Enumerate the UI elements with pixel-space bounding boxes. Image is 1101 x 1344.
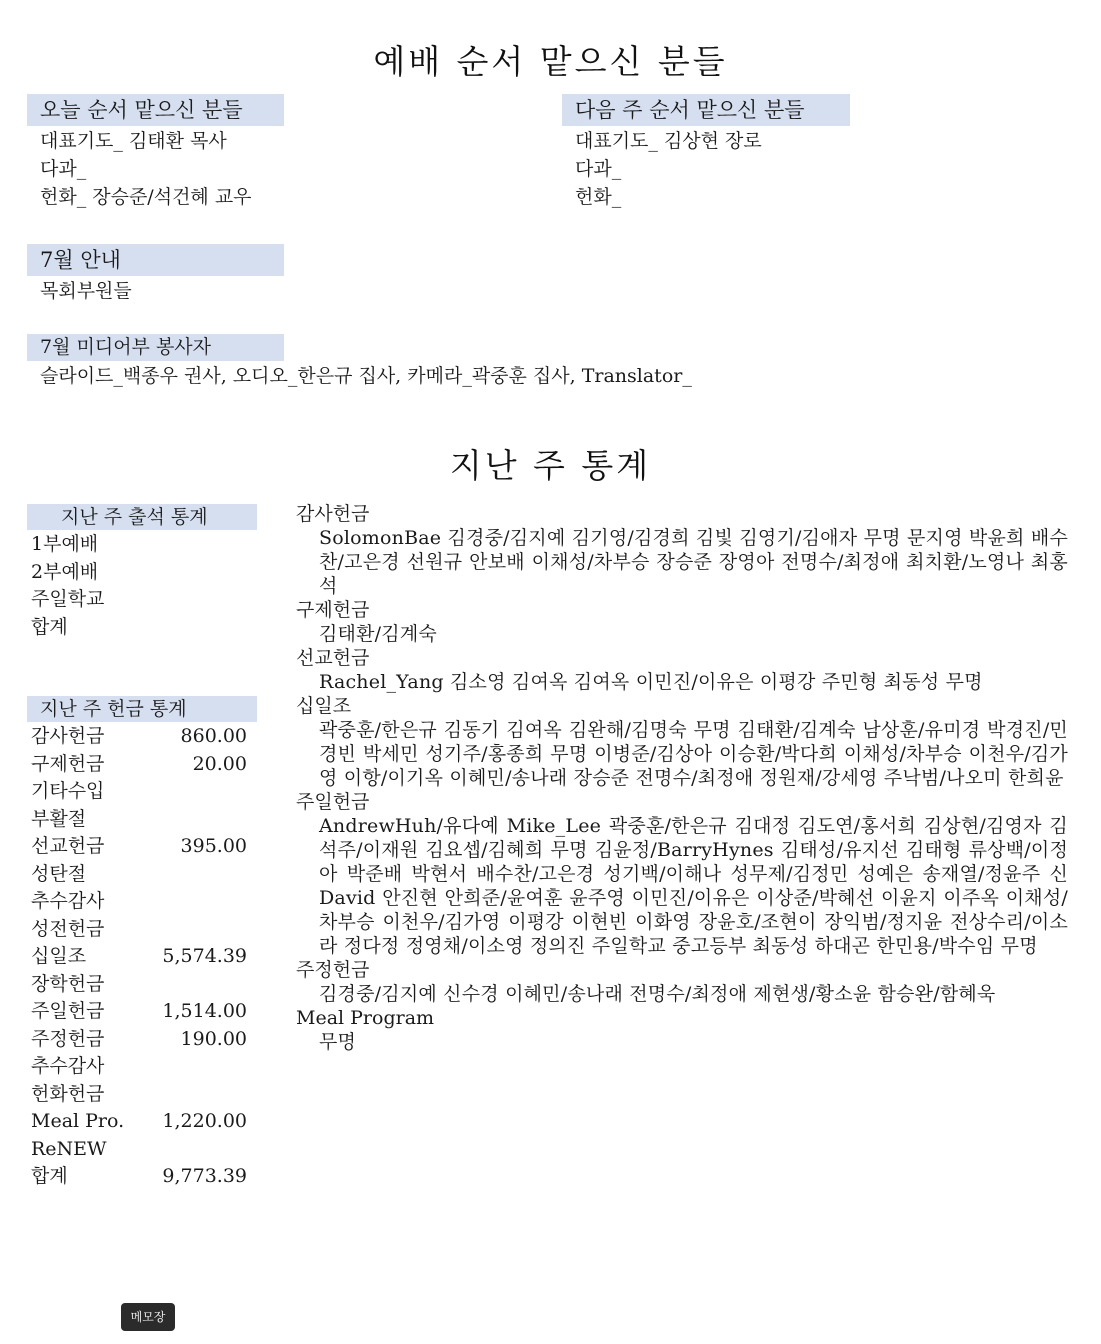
offering-amount: 190.00 bbox=[180, 1027, 247, 1050]
offering-donor-list: 김경중/김지예 신수경 이혜민/송나래 전명수/최정애 제현생/황소윤 함승완/함혜욱 bbox=[319, 983, 996, 1005]
offering-row bbox=[31, 916, 247, 944]
offering-row bbox=[31, 888, 247, 916]
offering-row bbox=[31, 1108, 247, 1136]
attendance-table bbox=[31, 531, 247, 641]
offering-label: 성탄절 bbox=[31, 862, 87, 885]
offering-label: 성전헌금 bbox=[31, 917, 105, 940]
offering-category-name: 감사헌금 bbox=[296, 503, 370, 525]
offering-label: 추수감사 bbox=[31, 890, 105, 912]
offering-donor-list: Rachel_Yang 김소영 김여옥 김여옥 이민진/이유은 이평강 주민형 최동성 무명 bbox=[319, 671, 983, 693]
offering-row bbox=[31, 723, 247, 751]
offering-stats-table bbox=[31, 723, 247, 1191]
offering-label: 부활절 bbox=[31, 807, 87, 830]
next-week-role-flowers: 헌화_ bbox=[575, 186, 622, 208]
offering-row bbox=[31, 806, 247, 834]
attendance-row bbox=[31, 531, 247, 559]
next-week-roles-list bbox=[575, 127, 762, 211]
memo-button[interactable]: 메모장 bbox=[121, 1303, 175, 1331]
offering-category-name: 주정헌금 bbox=[296, 959, 370, 981]
attendance-label: 주일학교 bbox=[31, 588, 105, 610]
section-title-last-week-stats: 지난 주 통계 bbox=[449, 446, 652, 485]
offering-row bbox=[31, 998, 247, 1026]
offering-label: 주일헌금 bbox=[31, 1000, 105, 1022]
offering-row bbox=[31, 1136, 247, 1164]
offering-row bbox=[31, 861, 247, 889]
offering-label: Meal Pro. bbox=[31, 1110, 125, 1132]
next-week-roles-header: 다음 주 순서 맡으신 분들 bbox=[562, 94, 850, 126]
today-role-flowers: 헌화_ 장승준/석건혜 교우 bbox=[40, 186, 252, 208]
next-week-role-refreshments: 다과_ bbox=[575, 158, 622, 180]
attendance-row bbox=[31, 614, 247, 642]
offering-donor-lists bbox=[296, 502, 1068, 1054]
offering-row bbox=[31, 943, 247, 971]
offering-amount: 860.00 bbox=[180, 725, 247, 747]
offering-label: 감사헌금 bbox=[31, 725, 105, 747]
offering-label: 주정헌금 bbox=[31, 1027, 105, 1050]
attendance-label: 2부예배 bbox=[31, 560, 99, 583]
offering-stats-header: 지난 주 헌금 통계 bbox=[27, 696, 257, 722]
attendance-row bbox=[31, 559, 247, 587]
offering-category-name: 주일헌금 bbox=[296, 791, 370, 813]
offering-label: 헌화헌금 bbox=[31, 1082, 105, 1105]
offering-row bbox=[31, 1053, 247, 1081]
offering-label: ReNEW bbox=[31, 1137, 107, 1160]
offering-row bbox=[31, 1163, 247, 1191]
section-title-service-roles: 예배 순서 맡으신 분들 bbox=[373, 42, 728, 81]
offering-amount: 20.00 bbox=[192, 752, 247, 775]
offering-label: 합계 bbox=[31, 1165, 68, 1187]
offering-row bbox=[31, 778, 247, 806]
offering-amount: 1,220.00 bbox=[162, 1110, 247, 1132]
offering-row bbox=[31, 751, 247, 779]
offering-row bbox=[31, 971, 247, 999]
offering-amount: 9,773.39 bbox=[162, 1165, 247, 1187]
next-week-role-prayer: 대표기도_ 김상현 장로 bbox=[575, 130, 762, 152]
offering-donor-list: AndrewHuh/유다예 Mike_Lee 곽중훈/한은규 김대정 김도연/홍서희 김상현/김영자 김석주/이재원 김요셉/김혜희 무명 김윤정/BarryHynes 김태성/유지선 김태형 류상백/이정아 박준배 박현서 배수찬/고은경 성기백/이해나 성무제/김정민 성예은 송재열/정윤주 신David 안진현 안희준/윤여훈 윤주영 이민진/이유은 이상준/박혜선 이윤지 이주옥 이채성/차부승 이천우/김가영 이평강 이현빈 이화영 장윤호/조현이 장익범/정지윤 전상수리/이소라 정다정 정영채/이소영 정의진 주일학교 중고등부 최동성 하대곤 한민용/박수임 무명 bbox=[319, 815, 1068, 957]
attendance-label: 합계 bbox=[31, 615, 68, 638]
july-media-header: 7월 미디어부 봉사자 bbox=[27, 334, 284, 361]
offering-category-name: 구제헌금 bbox=[296, 599, 370, 621]
july-guide-text: 목회부원들 bbox=[40, 280, 132, 302]
today-roles-header: 오늘 순서 맡으신 분들 bbox=[27, 94, 284, 126]
offering-donor-list: 무명 bbox=[319, 1031, 357, 1053]
today-role-prayer: 대표기도_ 김태환 목사 bbox=[40, 130, 227, 152]
attendance-row bbox=[31, 586, 247, 614]
offering-category-name: Meal Program bbox=[296, 1007, 435, 1029]
offering-category-name: 십일조 bbox=[296, 695, 352, 717]
offering-label: 구제헌금 bbox=[31, 752, 105, 775]
offering-amount: 5,574.39 bbox=[162, 945, 247, 967]
offering-row bbox=[31, 1081, 247, 1109]
offering-label: 추수감사 bbox=[31, 1055, 105, 1077]
today-roles-list bbox=[40, 127, 252, 211]
july-media-text: 슬라이드_백종우 권사, 오디오_한은규 집사, 카메라_곽중훈 집사, Translator_ bbox=[40, 365, 692, 387]
offering-label: 기타수입 bbox=[31, 780, 105, 802]
july-guide-header: 7월 안내 bbox=[27, 244, 284, 276]
offering-donor-list: 김태환/김계숙 bbox=[319, 623, 437, 645]
offering-amount: 1,514.00 bbox=[162, 1000, 247, 1022]
offering-category-name: 선교헌금 bbox=[296, 647, 370, 669]
attendance-label: 1부예배 bbox=[31, 533, 99, 555]
offering-label: 십일조 bbox=[31, 945, 87, 967]
offering-label: 장학헌금 bbox=[31, 972, 105, 995]
offering-donor-list: 곽중훈/한은규 김동기 김여옥 김완해/김명숙 무명 김태환/김계숙 남상훈/유미경 박경진/민경빈 박세민 성기주/홍종희 무명 이병준/김상아 이승환/박다희 이채성/차부승 이천우/김가영 이항/이기옥 이혜민/송나래 장승준 전명수/최정애 정원재/강세영 주낙범/나오미 한희윤 bbox=[319, 719, 1068, 789]
offering-label: 선교헌금 bbox=[31, 835, 105, 857]
offering-amount: 395.00 bbox=[180, 835, 247, 857]
offering-row bbox=[31, 833, 247, 861]
today-role-refreshments: 다과_ bbox=[40, 158, 87, 180]
attendance-header: 지난 주 출석 통계 bbox=[27, 504, 257, 530]
offering-donor-list: SolomonBae 김경중/김지예 김기영/김경희 김빛 김영기/김애자 무명 문지영 박윤희 배수찬/고은경 선원규 안보배 이채성/차부승 장승준 장영아 전명수/최정애 최치환/노영나 최홍석 bbox=[319, 527, 1068, 597]
offering-row bbox=[31, 1026, 247, 1054]
